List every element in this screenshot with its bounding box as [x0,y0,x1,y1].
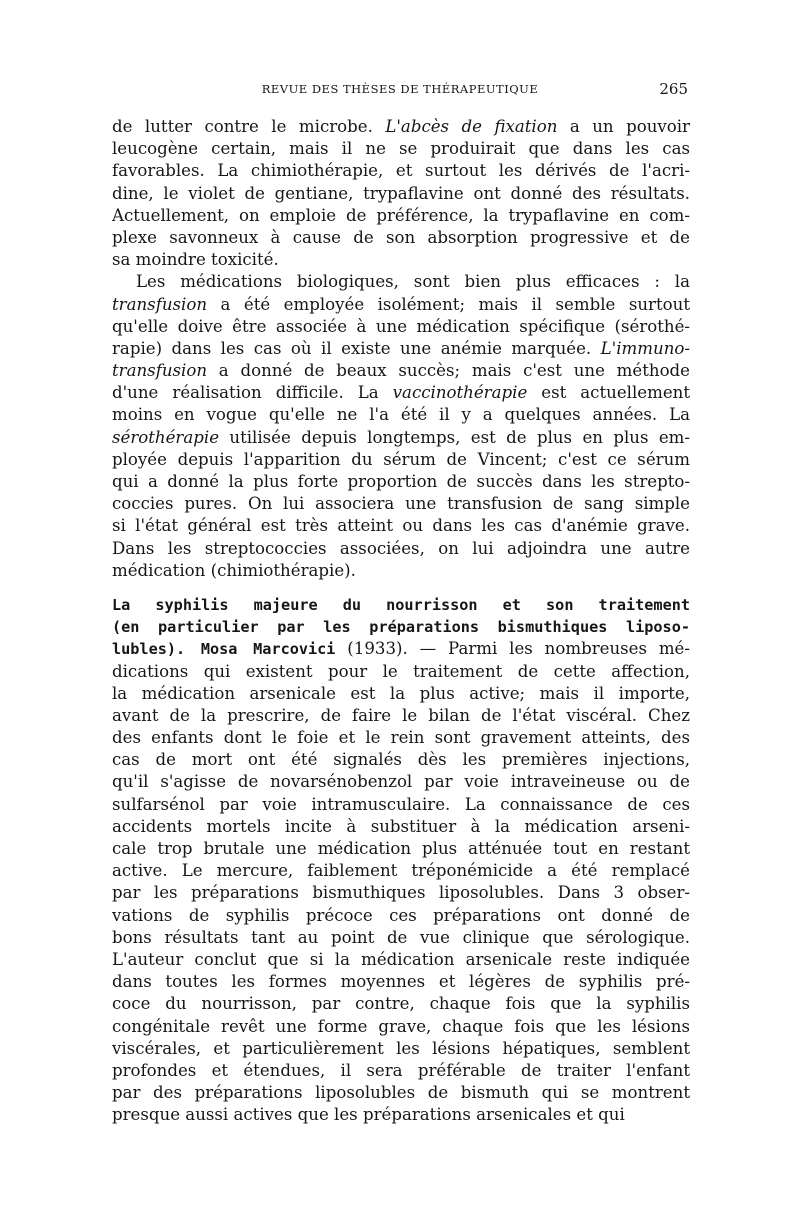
line-text: a été employée isolément; mais il semble surtout [207,294,690,314]
line-text: dications qui existent pour le traitement de cette affection, [112,661,690,681]
line-text: par des préparations liposolubles de bismuth qui se montrent [112,1083,690,1103]
text-line [112,160,690,182]
text-line [112,971,690,993]
line-text: congénitale revêt une forme grave, chaque fois que les lésions [112,1016,690,1036]
text-line [112,1016,690,1038]
text-line [112,538,690,560]
page-number: 265 [659,80,688,98]
text-line [112,116,690,138]
line-text: dans toutes les formes moyennes et légères de syphilis pré- [112,972,690,992]
text-line [112,404,690,426]
text-line [112,271,690,293]
line-text: utilisée depuis longtemps, est de plus en plus em- [219,427,690,447]
text-line [112,949,690,971]
text-line [112,1104,690,1126]
italic-term: L'abcès de fixation [385,117,558,136]
bold-heading-text: lubles). Mosa Marcovici [112,640,336,659]
line-text: (1933). — Parmi les nombreuses mé- [335,639,690,659]
paragraph-abces-fixation [112,116,690,271]
line-text: de lutter contre le microbe. [112,117,386,136]
text-line [112,183,690,205]
line-text: la médication arsenicale est la plus active; mais il importe, [112,683,690,703]
line-text: viscérales, et particulièrement les lésions hépatiques, semblent [112,1038,690,1058]
italic-term: transfusion [112,294,208,314]
line-text: par les préparations bismuthiques liposolubles. Dans 3 obser- [112,883,690,903]
line-text: favorables. La chimiothérapie, et surtout les dérivés de l'acri- [112,161,690,181]
line-text: est actuellement [527,383,690,403]
page-header [116,80,688,102]
italic-term: transfusion [112,361,208,381]
text-line [112,316,690,338]
text-line [112,771,690,793]
running-title: REVUE DES THÈSES DE THÉRAPEUTIQUE [261,82,539,96]
line-text: coce du nourrisson, par contre, chaque fois que la syphilis [112,994,690,1014]
line-text: ployée depuis l'apparition du sérum de Vincent; c'est ce sérum [112,449,690,469]
text-line [112,205,690,227]
text-line [112,294,690,316]
line-text: moins en vogue qu'elle ne l'a été il y a quelques années. La [112,405,690,425]
text-line [112,338,690,360]
line-text: sa moindre toxicité. [112,250,279,270]
text-line [112,360,690,382]
text-line [112,882,690,904]
text-line [112,471,690,493]
text-line [112,616,690,638]
line-text: presque aussi actives que les préparations arsenicales et qui [112,1105,625,1125]
text-line [112,1082,690,1104]
line-text: a donné de beaux succès; mais c'est une méthode [207,361,690,381]
line-text: profondes et étendues, il sera préférable de traiter l'enfant [112,1060,690,1080]
line-text: sulfarsénol par voie intramusculaire. La connaissance de ces [112,794,690,814]
line-text: cas de mort ont été signalés dès les premières injections, [112,750,690,770]
bold-heading-text: La syphilis majeure du nourrisson et son traitement [112,595,690,614]
text-line [112,727,690,749]
line-text: accidents mortels incite à substituer à la médication arseni- [112,816,690,836]
line-text: d'une réalisation difficile. La [112,383,393,403]
text-line [112,382,690,404]
italic-term: sérothérapie [112,427,220,447]
text-line [112,560,690,582]
text-line [112,683,690,705]
text-line [112,638,690,660]
line-text: bons résultats tant au point de vue clinique que sérologique. [112,927,690,947]
line-text: a un pouvoir [557,117,690,136]
paragraph-medications-biologiques [112,271,690,582]
text-line [112,594,690,616]
line-text: active. Le mercure, faiblement tréponémicide a été remplacé [112,861,690,881]
text-line [112,138,690,160]
text-line [112,794,690,816]
text-line [112,493,690,515]
line-text: qui a donné la plus forte proportion de succès dans les strepto- [112,472,690,491]
line-text: coccies pures. On lui associera une transfusion de sang simple [112,494,690,514]
line-text: L'auteur conclut que si la médication arsenicale reste indiquée [112,949,690,969]
line-text: leucogène certain, mais il ne se produirait que dans les cas [112,139,690,159]
line-text: rapie) dans les cas où il existe une anémie marquée. [112,338,601,358]
bold-heading-text: (en particulier par les préparations bismuthiques liposo- [112,618,690,637]
line-text: Les médications biologiques, sont bien plus efficaces : la [136,272,690,292]
text-line [112,838,690,860]
line-text: si l'état général est très atteint ou dans les cas d'anémie grave. [112,516,690,536]
line-text: des enfants dont le foie et le rein sont gravement atteints, des [112,728,690,748]
text-line [112,816,690,838]
line-text: cale trop brutale une médication plus atténuée tout en restant [112,839,690,858]
italic-term: L'immuno- [600,338,690,358]
text-line [112,515,690,537]
page-body [112,116,690,1126]
line-text: Dans les streptococcies associées, on lui adjoindra une autre [112,538,690,558]
line-text: avant de la prescrire, de faire le bilan de l'état viscéral. Chez [112,705,690,725]
line-text: dine, le violet de gentiane, trypaflavine ont donné des résultats. [112,183,690,203]
text-line [112,661,690,683]
paragraph-syphilis-nourrisson [112,594,690,1127]
text-line [112,927,690,949]
text-line [112,449,690,471]
section-gap [112,582,690,594]
line-text: plexe savonneux à cause de son absorption progressive et de [112,227,690,247]
text-line [112,1038,690,1060]
line-text: qu'il s'agisse de novarsénobenzol par voie intraveineuse ou de [112,772,690,792]
text-line [112,749,690,771]
text-line [112,249,690,271]
text-line [112,705,690,727]
line-text: Actuellement, on emploie de préférence, la trypaflavine en com- [112,205,690,225]
text-line [112,993,690,1015]
line-text: vations de syphilis précoce ces préparations ont donné de [112,905,690,925]
text-line [112,1060,690,1082]
line-text: qu'elle doive être associée à une médication spécifique (sérothé- [112,316,690,336]
text-line [112,905,690,927]
text-line [112,860,690,882]
line-text: médication (chimiothérapie). [112,560,356,580]
text-line [112,427,690,449]
italic-term: vaccinothérapie [392,383,528,403]
text-line [112,227,690,249]
